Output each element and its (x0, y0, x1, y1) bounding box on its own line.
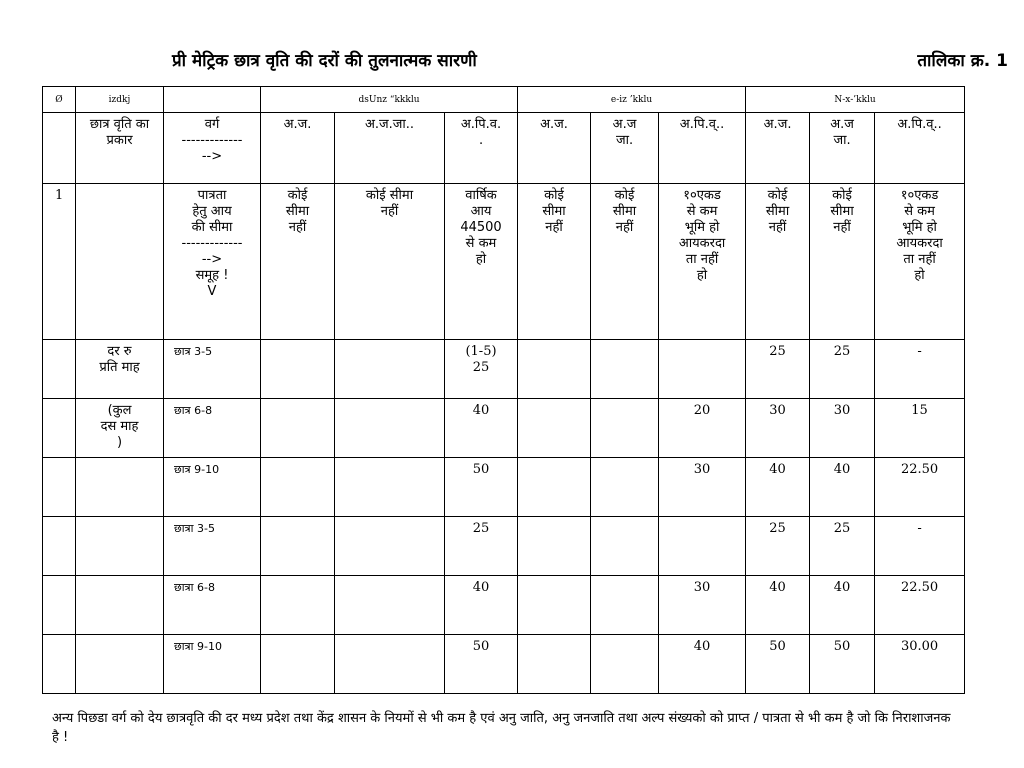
row-value: 50 (445, 635, 518, 694)
row-type (76, 517, 164, 576)
row-value (335, 340, 445, 399)
row-value: 50 (810, 635, 875, 694)
header-sub-type: छात्र वृति का प्रकार (76, 113, 164, 184)
row-value: १०एकड से कम भूमि हो आयकरदा ता नहीं हो (659, 184, 746, 340)
row-type (76, 576, 164, 635)
row-value: 40 (445, 576, 518, 635)
header-sub-col: अ.ज. (261, 113, 335, 184)
row-serial (43, 340, 76, 399)
row-value (335, 635, 445, 694)
header-row-top (43, 87, 965, 113)
footnote: अन्य पिछडा वर्ग को देय छात्रवृति की दर मध्य प्रदेश तथा केंद्र शासन के नियमों से भी कम है एवं अनु जाति, अनु जनजाति तथा अल्प संख्यको को प्राप्त / पात्रता से भी कम है जो कि निराशाजनक है ! (52, 711, 951, 745)
row-value: 25 (445, 517, 518, 576)
row-value (335, 576, 445, 635)
row-value: - (875, 340, 965, 399)
row-value: 22.50 (875, 458, 965, 517)
row-value (591, 635, 659, 694)
row-value: कोई सीमा नहीं (335, 184, 445, 340)
row-value: 40 (746, 576, 810, 635)
row-category: छात्रा 9-10 (164, 635, 261, 694)
header-sub-col: अ.ज. (518, 113, 591, 184)
header-group-mp: e-iz ’kklu (518, 87, 746, 113)
table-row (43, 576, 965, 635)
table-number: तालिका क्र. 1 (917, 51, 1008, 71)
header-sub-col: अ.पि.व. . (445, 113, 518, 184)
row-value: 40 (746, 458, 810, 517)
row-value: कोई सीमा नहीं (746, 184, 810, 340)
row-value: 40 (445, 399, 518, 458)
header-sub-category: वर्ग ------------- --> (164, 113, 261, 184)
rates-comparison-table (42, 86, 965, 694)
row-value (261, 517, 335, 576)
table-row (43, 517, 965, 576)
row-category: पात्रता हेतु आय की सीमा ------------- --> समूह ! V (164, 184, 261, 340)
row-value (518, 576, 591, 635)
header-sub-col: अ.पि.व्.. (875, 113, 965, 184)
row-value (335, 458, 445, 517)
row-serial (43, 458, 76, 517)
row-value (261, 340, 335, 399)
row-category: छात्र 6-8 (164, 399, 261, 458)
row-value: 25 (810, 517, 875, 576)
table-row (43, 340, 965, 399)
row-value: कोई सीमा नहीं (261, 184, 335, 340)
row-value (518, 340, 591, 399)
page-title: प्री मेट्रिक छात्र वृति की दरों की तुलनात्मक सारणी (172, 51, 477, 71)
header-serial: Ø (43, 87, 76, 113)
row-value: 30 (659, 576, 746, 635)
row-value (659, 517, 746, 576)
row-value: कोई सीमा नहीं (591, 184, 659, 340)
row-value: 22.50 (875, 576, 965, 635)
row-type (76, 184, 164, 340)
row-value: 25 (810, 340, 875, 399)
row-value (518, 458, 591, 517)
row-serial (43, 399, 76, 458)
row-value: 30 (746, 399, 810, 458)
row-value (591, 399, 659, 458)
row-value: 25 (746, 517, 810, 576)
row-value: 30 (810, 399, 875, 458)
row-value: कोई सीमा नहीं (810, 184, 875, 340)
header-sub-col: अ.पि.व्.. (659, 113, 746, 184)
row-value (591, 517, 659, 576)
row-value: 30 (659, 458, 746, 517)
row-value (591, 458, 659, 517)
row-value (659, 340, 746, 399)
row-value: 25 (746, 340, 810, 399)
row-value (261, 576, 335, 635)
row-value: 20 (659, 399, 746, 458)
row-category: छात्रा 6-8 (164, 576, 261, 635)
row-category: छात्रा 3-5 (164, 517, 261, 576)
header-group-central: dsUnz “kkklu (261, 87, 518, 113)
header-blank (164, 87, 261, 113)
row-serial (43, 517, 76, 576)
row-value: - (875, 517, 965, 576)
table-row (43, 458, 965, 517)
row-value (261, 399, 335, 458)
row-value: 40 (659, 635, 746, 694)
table-row (43, 399, 965, 458)
header-sub-blank (43, 113, 76, 184)
row-value: 15 (875, 399, 965, 458)
row-category: छात्र 9-10 (164, 458, 261, 517)
row-serial (43, 576, 76, 635)
row-value (335, 399, 445, 458)
row-value: 40 (810, 576, 875, 635)
row-value: वार्षिक आय 44500 से कम हो (445, 184, 518, 340)
row-type: दर रु प्रति माह (76, 340, 164, 399)
row-value (518, 399, 591, 458)
row-type: (कुल दस माह ) (76, 399, 164, 458)
row-value: १०एकड से कम भूमि हो आयकरदा ता नहीं हो (875, 184, 965, 340)
row-value (261, 635, 335, 694)
row-value (518, 517, 591, 576)
row-value: (1-5) 25 (445, 340, 518, 399)
row-type (76, 458, 164, 517)
row-serial (43, 635, 76, 694)
header-sub-col: अ.ज जा. (810, 113, 875, 184)
row-value (591, 576, 659, 635)
header-sub-col: अ.ज.जा.. (335, 113, 445, 184)
header-group-cg: N-x-’kklu (746, 87, 965, 113)
table-row (43, 184, 965, 340)
row-value: 40 (810, 458, 875, 517)
header-sub-col: अ.ज. (746, 113, 810, 184)
row-value: 50 (746, 635, 810, 694)
header-sub-col: अ.ज जा. (591, 113, 659, 184)
row-value (591, 340, 659, 399)
row-value (518, 635, 591, 694)
row-type (76, 635, 164, 694)
header-row-sub (43, 113, 965, 184)
row-value (335, 517, 445, 576)
row-value (261, 458, 335, 517)
row-value: 50 (445, 458, 518, 517)
row-value: 30.00 (875, 635, 965, 694)
row-value: कोई सीमा नहीं (518, 184, 591, 340)
row-category: छात्र 3-5 (164, 340, 261, 399)
header-type: izdkj (76, 87, 164, 113)
table-row (43, 635, 965, 694)
row-serial: 1 (43, 184, 76, 340)
